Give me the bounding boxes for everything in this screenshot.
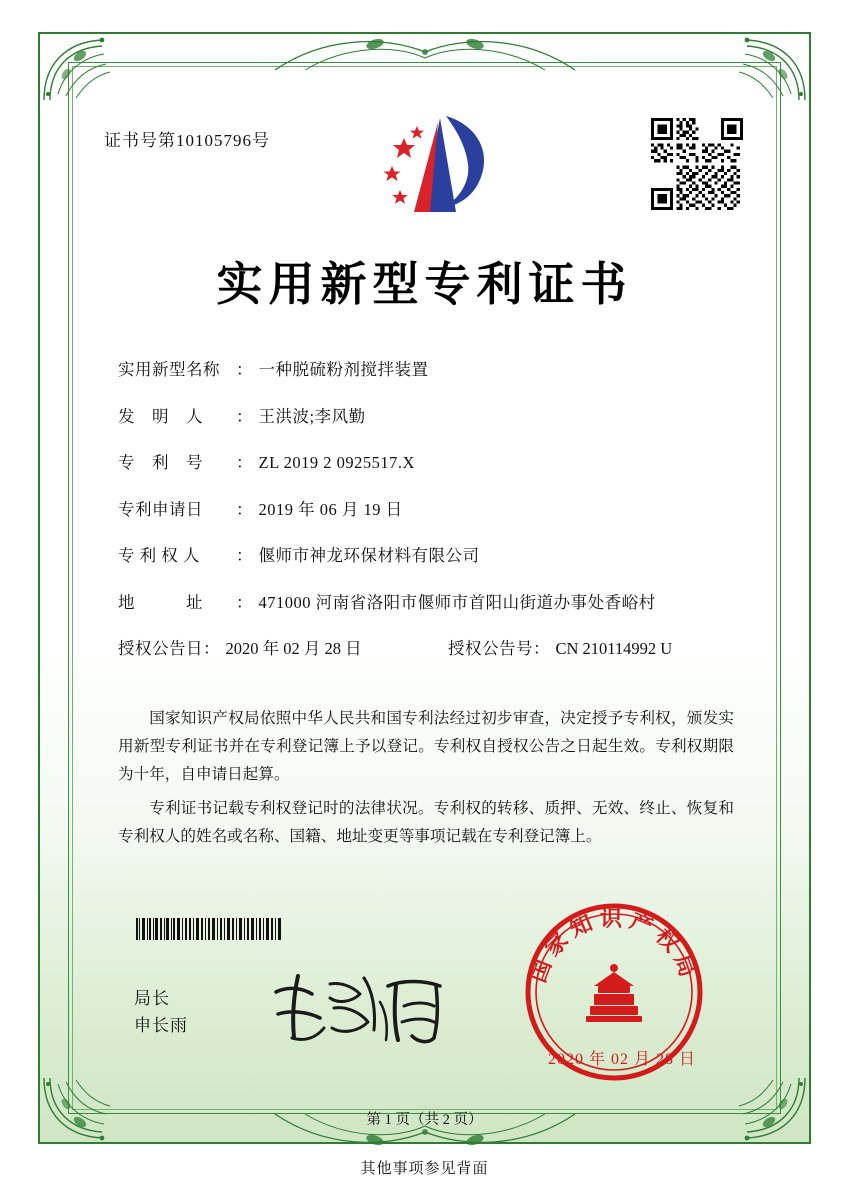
handwritten-signature-icon [268,968,468,1050]
legal-paragraph-2: 专利证书记载专利权登记时的法律状况。专利权的转移、质押、无效、终止、恢复和专利权人的姓名或名称、国籍、地址变更等事项记载在专利登记簿上。 [118,800,734,845]
grant-number-group [448,635,738,659]
field-row-patent-number [118,449,738,473]
field-colon: ： [236,499,253,519]
field-colon: ： [236,592,253,612]
field-label: 专 利 权 人 [118,546,200,565]
field-row-inventor [118,403,738,427]
grant-date-label: 授权公告日 [118,639,203,658]
field-row-grant-info [118,635,738,659]
signature-labels [134,985,188,1039]
grant-number-value: CN 210114992 U [555,639,673,658]
page-number: 第 1 页（共 2 页） [366,1112,483,1128]
certificate-number: 证书号第10105796号 [104,131,270,150]
top-ornament-icon [265,30,585,74]
field-label: 发 明 人 [118,406,203,426]
field-row-address [118,589,738,613]
cnipa-logo-icon [370,108,520,218]
field-label: 地 址 [118,592,203,612]
barcode-icon [136,918,282,940]
director-title-label: 局长 [134,989,170,1008]
page-title: 实用新型专利证书 [216,257,633,311]
field-label: 实用新型名称 [118,360,220,379]
field-row-utility-model-name [118,356,738,380]
field-colon: ： [533,639,550,658]
legal-text-block [118,705,734,857]
field-value-utility-model-name: 一种脱硫粉剂搅拌装置 [258,360,429,379]
field-colon: ： [236,453,253,472]
field-colon: ： [236,406,253,426]
field-row-patentee [118,542,738,566]
field-label: 专利申请日 [118,499,203,519]
field-value-patent-number: ZL 2019 2 0925517.X [258,453,415,472]
field-value-address: 471000 河南省洛阳市偃师市首阳山街道办事处香峪村 [258,592,656,612]
svg-text:国家知识产权局: 国家知识产权局 [524,906,704,987]
field-colon: ： [203,639,220,658]
field-label: 专 利 号 [118,453,203,472]
qr-code-icon [651,118,743,210]
grant-date-group [118,635,448,659]
director-name-label: 申长雨 [134,1016,188,1035]
grant-date-value: 2020 年 02 月 28 日 [225,639,362,658]
field-colon: ： [236,360,253,379]
field-list [118,356,738,681]
field-colon: ： [236,546,253,565]
footer-note: 其他事项参见背面 [360,1161,489,1177]
field-value-application-date: 2019 年 06 月 19 日 [258,499,403,519]
seal-date: 2020 年 02 月 28 日 [548,1051,697,1068]
field-value-patentee: 偃师市神龙环保材料有限公司 [258,546,480,565]
legal-paragraph-1: 国家知识产权局依照中华人民共和国专利法经过初步审查，决定授予专利权，颁发实用新型专利证书并在专利登记簿上予以登记。专利权自授权公告之日起生效。专利权期限为十年，自申请日起算。 [118,710,734,783]
field-value-inventor: 王洪波;李风勤 [258,406,366,426]
field-row-application-date [118,496,738,520]
grant-number-label: 授权公告号 [448,639,533,658]
